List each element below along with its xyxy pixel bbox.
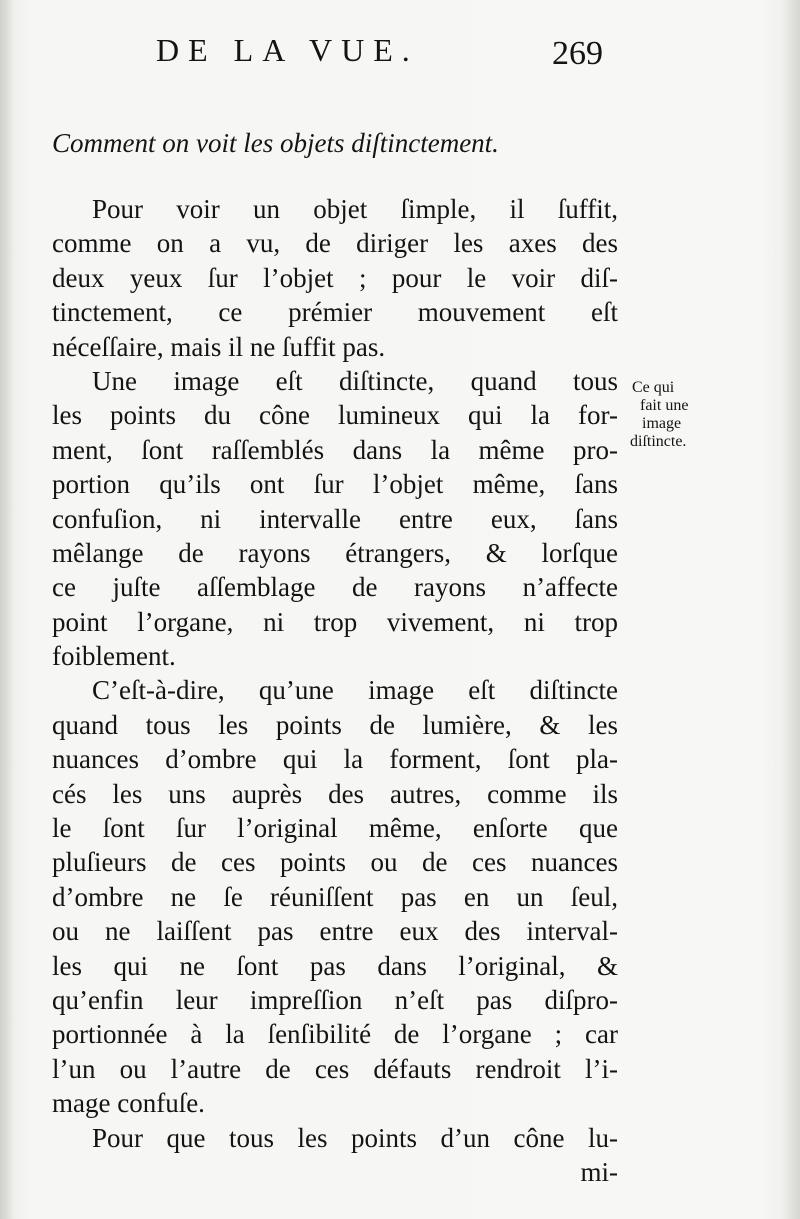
text-line: foiblement.: [52, 641, 176, 672]
text-line: les qui ne ſont pas dans l’original, &: [52, 950, 618, 981]
text-line: mêlange de rayons étrangers, & lorſque: [52, 537, 618, 568]
margin-note-line: diſtincte.: [630, 433, 687, 450]
text-line: quand tous les points de lumière, & les: [52, 709, 618, 740]
text-line: les points du cône lumineux qui la for-: [52, 400, 618, 431]
text-line: pluſieurs de ces points ou de ces nuances: [52, 847, 618, 878]
margin-note-line: fait une: [640, 397, 689, 414]
margin-note-line: Ce qui: [632, 379, 675, 396]
text-line: Pour que tous les points d’un cône lu-: [92, 1122, 618, 1153]
text-line: ment, ſont raſſemblés dans la même pro-: [52, 434, 618, 465]
text-line: le ſont ſur l’original même, enſorte que: [52, 813, 618, 844]
text-line: comme on a vu, de diriger les axes des: [52, 228, 618, 259]
text-line: d’ombre ne ſe réuniſſent pas en un ſeul,: [52, 881, 618, 912]
text-line: mage confuſe.: [52, 1088, 205, 1119]
text-line: nuances d’ombre qui la forment, ſont pla-: [52, 744, 618, 775]
text-line: néceſſaire, mais il ne ſuffit pas.: [52, 331, 386, 362]
body-text: [52, 192, 618, 1189]
margin-note: [630, 379, 720, 451]
text-line: Pour voir un objet ſimple, il ſuffit,: [92, 194, 618, 224]
text-line: portionnée à la ſenſibilité de l’organe ; car: [52, 1019, 618, 1050]
margin-note-line: image: [642, 415, 682, 432]
text-line: ce juſte aſſemblage de rayons n’affecte: [52, 572, 618, 603]
text-line: point l’organe, ni trop vivement, ni trop: [52, 606, 618, 637]
catchword: mi-: [580, 1156, 618, 1187]
page-number: 269: [552, 35, 603, 72]
text-line: deux yeux ſur l’objet ; pour le voir diſ-: [52, 262, 618, 293]
text-line: ou ne laiſſent pas entre eux des interval-: [52, 916, 618, 947]
running-head: DE LA VUE.: [156, 32, 419, 68]
page-left-edge-shadow: [0, 0, 14, 1219]
page-right-edge-shadow: [782, 0, 800, 1219]
section-heading: Comment on voit les objets diſtinctement.: [52, 128, 499, 158]
text-line: C’eſt-à-dire, qu’une image eſt diſtincte: [92, 675, 618, 706]
text-line: qu’enfin leur impreſſion n’eſt pas diſpro-: [52, 984, 618, 1015]
text-line: confuſion, ni intervalle entre eux, ſans: [52, 503, 618, 534]
text-line: tinctement, ce prémier mouvement eſt: [52, 297, 618, 328]
text-line: cés les uns auprès des autres, comme ils: [52, 778, 618, 809]
text-line: l’un ou l’autre de ces défauts rendroit l’i-: [52, 1053, 618, 1084]
text-line: portion qu’ils ont ſur l’objet même, ſans: [52, 469, 618, 500]
text-line: Une image eſt diſtincte, quand tous: [92, 365, 618, 396]
